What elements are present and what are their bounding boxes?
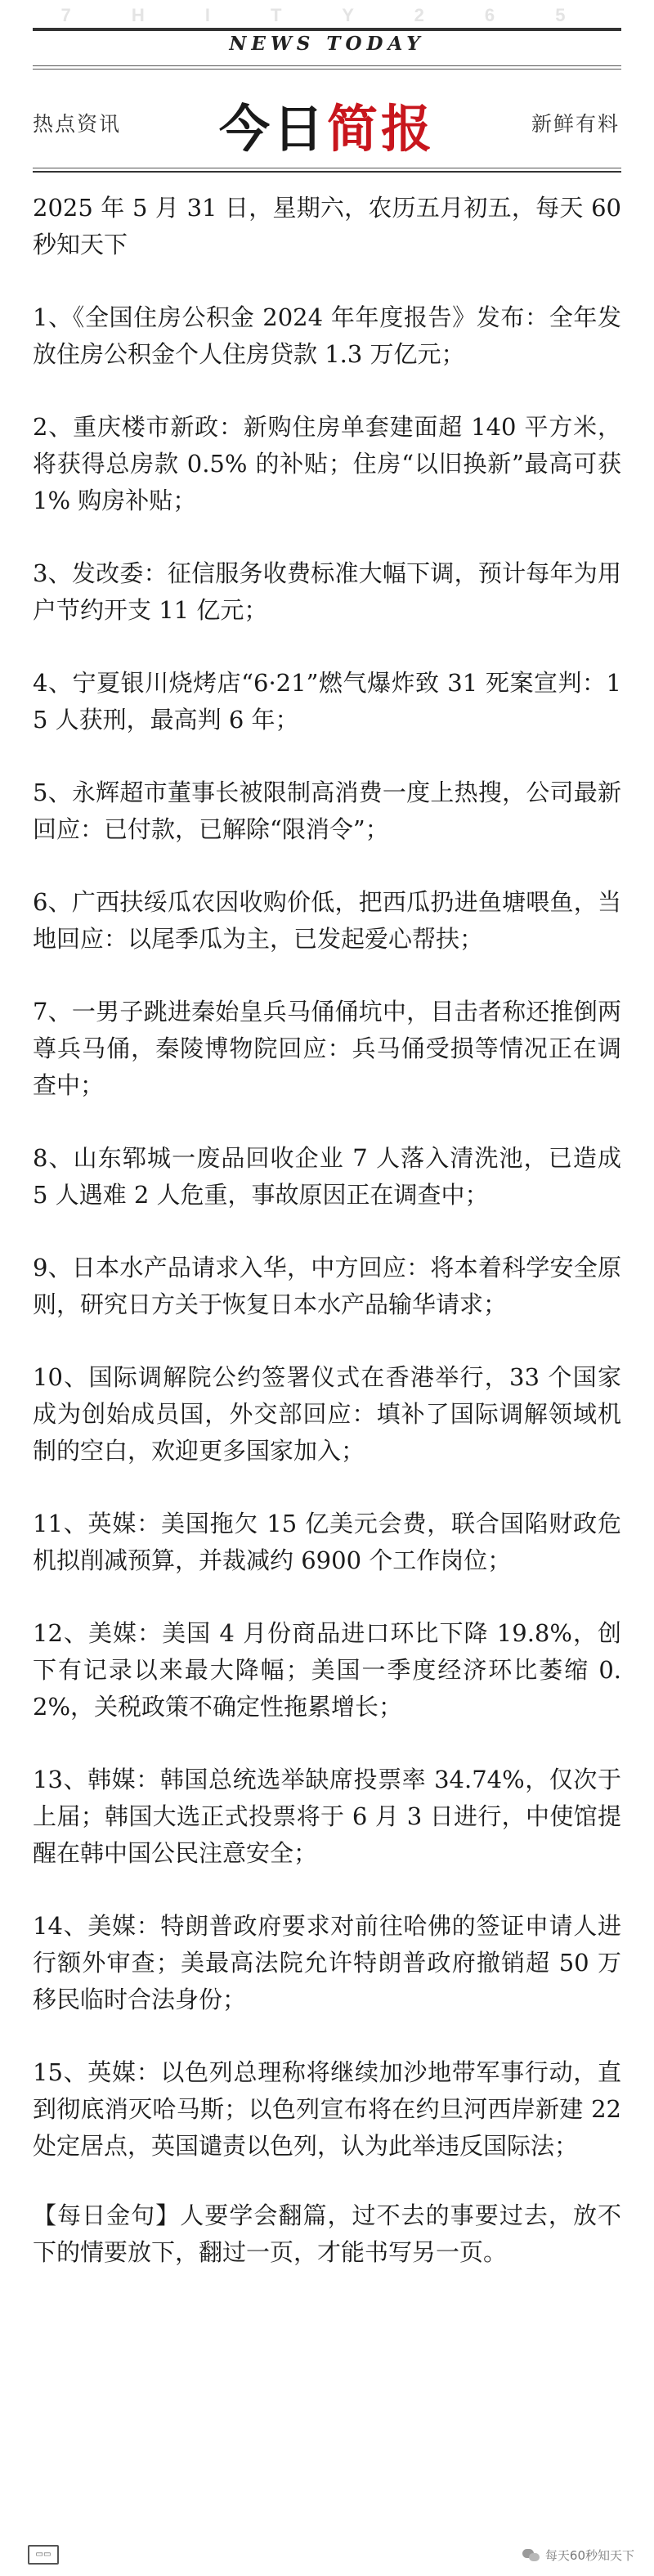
news-item-4: 4、宁夏银川烧烤店“6·21”燃气爆炸致 31 死案宣判：15 人获刑，最高判 6 年；	[33, 669, 621, 734]
header-rule-mid	[33, 65, 621, 66]
news-content	[33, 190, 621, 2307]
footer-brand	[522, 2547, 634, 2564]
news-item-8: 8、山东郓城一废品回收企业 7 人落入清洗池，已造成 5 人遇难 2 人危重，事故原因正在调查中；	[33, 1144, 621, 1209]
news-item-9: 9、日本水产品请求入华，中方回应：将本着科学安全原则，研究日方关于恢复日本水产品输华请求；	[33, 1254, 621, 1318]
wechat-icon	[522, 2549, 540, 2562]
news-item-6: 6、广西扶绥瓜农因收购价低，把西瓜扔进鱼塘喂鱼，当地回应：以尾季瓜为主，已发起爱心帮扶；	[33, 888, 621, 953]
hot-news-label: 热点资讯	[33, 112, 122, 136]
date-intro: 2025 年 5 月 31 日，星期六，农历五月初五，每天 60 秒知天下	[33, 194, 621, 258]
fresh-content-label: 新鲜有料	[531, 112, 620, 136]
news-item-13: 13、韩媒：韩国总统选举缺席投票率 34.74%，仅次于上届；韩国大选正式投票将于 6 月 3 日进行，中使馆提醒在韩中国公民注意安全；	[33, 1766, 621, 1867]
masthead-title-part2: 简报	[327, 99, 436, 159]
news-item-11: 11、英媒：美国拖欠 15 亿美元会费，联合国陷财政危机拟削减预算，并裁减约 6900 个工作岗位；	[33, 1510, 621, 1574]
news-today-label: NEWS TODAY	[229, 33, 425, 55]
header	[0, 0, 654, 180]
header-rule-mid-2	[33, 69, 621, 70]
header-watermark: 7 H I T Y 2 6 5	[60, 5, 594, 25]
news-item-15: 15、英媒：以色列总理称将继续加沙地带军事行动，直到彻底消灭哈马斯；以色列宣布将在约旦河西岸新建 22 处定居点，英国谴责以色列，认为此举违反国际法；	[33, 2058, 621, 2160]
footer-brand-text: 每天60秒知天下	[544, 2548, 634, 2563]
news-item-10: 10、国际调解院公约签署仪式在香港举行，33 个国家成为创始成员国，外交部回应：填补了国际调解领域机制的空白，欢迎更多国家加入；	[33, 1363, 621, 1465]
news-item-7: 7、一男子跳进秦始皇兵马俑俑坑中，目击者称还推倒两尊兵马俑，秦陵博物院回应：兵马俑受损等情况正在调查中；	[33, 998, 621, 1099]
header-rule-top	[33, 28, 621, 31]
news-item-2: 2、重庆楼市新政：新购住房单套建面超 140 平方米，将获得总房款 0.5% 的补贴；住房“以旧换新”最高可获 1% 购房补贴；	[33, 413, 621, 514]
newspaper-logo-icon: ▭▭	[28, 2545, 59, 2565]
news-item-5: 5、永辉超市董事长被限制高消费一度上热搜，公司最新回应：已付款，已解除“限消令”；	[33, 779, 621, 843]
masthead-title-part1: 今日	[218, 99, 327, 159]
news-item-1: 1、《全国住房公积金 2024 年年度报告》发布：全年发放住房公积金个人住房贷款 1.3 万亿元；	[33, 303, 621, 368]
news-item-14: 14、美媒：特朗普政府要求对前往哈佛的签证申请人进行额外审查；美最高法院允许特朗普政府撤销超 50 万移民临时合法身份；	[33, 1912, 621, 2013]
news-item-3: 3、发改委：征信服务收费标准大幅下调，预计每年为用户节约开支 11 亿元；	[33, 559, 621, 624]
news-item-12: 12、美媒：美国 4 月份商品进口环比下降 19.8%，创下有记录以来最大降幅；美国一季度经济环比萎缩 0.2%，关税政策不确定性拖累增长；	[33, 1619, 621, 1721]
footer	[0, 2494, 654, 2576]
daily-quote: 【每日金句】人要学会翻篇，过不去的事要过去，放不下的情要放下，翻过一页，才能书写另一页。	[33, 2201, 621, 2266]
header-rule-bottom-2	[33, 171, 621, 173]
